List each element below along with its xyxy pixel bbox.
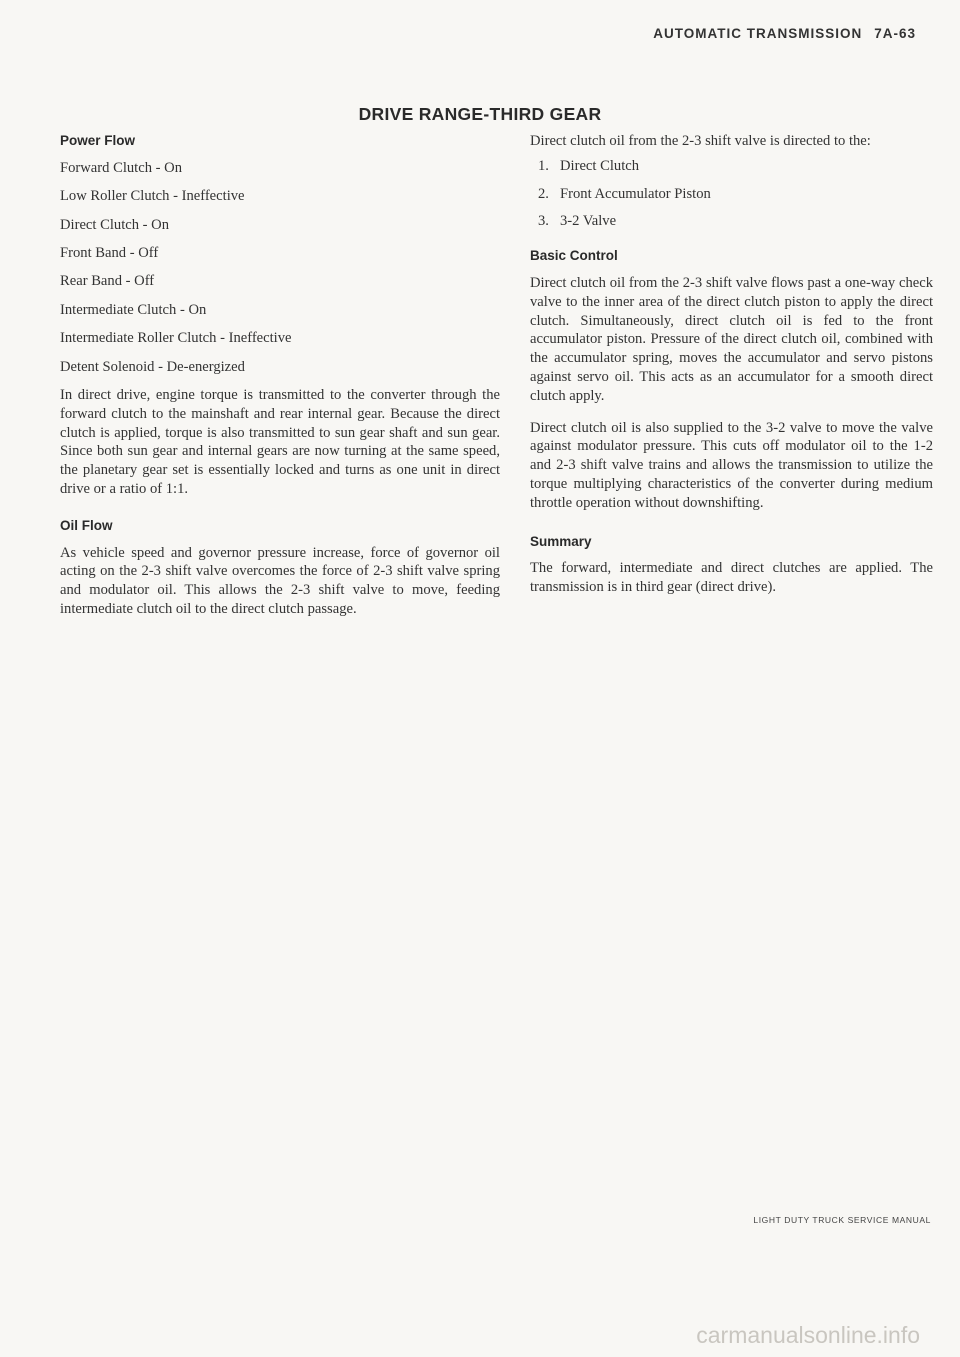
step-number: 1. xyxy=(538,157,549,174)
summary-paragraph: The forward, intermediate and direct clutches are applied. The transmission is in third gear (direct drive). xyxy=(530,560,933,596)
step-text: Front Accumulator Piston xyxy=(560,185,711,202)
power-flow-item: Intermediate Clutch - On xyxy=(60,301,207,318)
steps-list xyxy=(530,157,933,231)
oil-flow-heading: Oil Flow xyxy=(60,517,113,533)
power-flow-heading: Power Flow xyxy=(60,133,136,148)
step-text: Direct Clutch xyxy=(560,157,640,174)
step-item xyxy=(530,157,933,176)
oil-flow-paragraph: As vehicle speed and governor pressure increase, force of governor oil acting on the 2-3 shift valve overcomes the force of 2-3 shift valve spring and modulator oil. This allows the 2-3 shift valve to move, feeding intermediate clutch oil to the direct clutch passage. xyxy=(60,544,500,617)
intro-paragraph: Direct clutch oil from the 2-3 shift valve is directed to the: xyxy=(530,133,871,149)
step-item xyxy=(530,212,933,231)
basic-control-paragraph: Direct clutch oil from the 2-3 shift valve flows past a one-way check valve to the inner area of the direct clutch piston to apply the direct clutch. Simultaneously, direct clutch oil is fed to the front accumulator piston. Pressure of the direct clutch oil, combined with the accumulator spring, moves the accumulator and servo pistons against servo oil. This acts as an accumulator for a smooth direct clutch apply. xyxy=(530,274,933,404)
left-column xyxy=(60,132,500,632)
power-flow-item: Low Roller Clutch - Ineffective xyxy=(60,188,245,205)
running-head-title: AUTOMATIC TRANSMISSION xyxy=(653,26,863,41)
power-flow-item: Detent Solenoid - De-energized xyxy=(60,358,245,375)
right-column xyxy=(530,132,933,610)
summary-heading: Summary xyxy=(530,533,592,549)
basic-control-paragraph: Direct clutch oil is also supplied to the 3-2 valve to move the valve against modulator pressure. This cuts off modulator oil to the 1-2 and 2-3 shift valve trains and allows the transmission to utilize the torque multiplying characteristics of the converter during medium throttle operation without downshifting. xyxy=(530,419,933,511)
footer-text: LIGHT DUTY TRUCK SERVICE MANUAL xyxy=(753,1215,931,1225)
basic-control-heading: Basic Control xyxy=(530,248,618,264)
power-flow-item: Direct Clutch - On xyxy=(60,216,170,233)
page-number: 7A-63 xyxy=(874,26,916,41)
step-number: 3. xyxy=(538,213,549,230)
section-title: DRIVE RANGE-THIRD GEAR xyxy=(358,104,602,124)
step-text: 3-2 Valve xyxy=(560,213,617,230)
step-number: 2. xyxy=(538,185,549,202)
power-flow-item: Front Band - Off xyxy=(60,244,159,261)
step-item xyxy=(530,185,933,204)
watermark: carmanualsonline.info xyxy=(696,1322,920,1348)
running-head xyxy=(653,26,916,41)
power-flow-paragraph: In direct drive, engine torque is transmitted to the converter through the forward clutch to the mainshaft and rear internal gear. Because the direct clutch is applied, torque is also transmitted to sun gear shaft and sun gear. Since both sun gear and internal gears are now turning at the same speed, the planetary gear set is essentially locked and turns as one unit in direct drive or a ratio of 1:1. xyxy=(60,386,500,497)
power-flow-item: Intermediate Roller Clutch - Ineffective xyxy=(60,330,292,347)
power-flow-item: Rear Band - Off xyxy=(60,273,155,290)
power-flow-item: Forward Clutch - On xyxy=(60,159,183,176)
